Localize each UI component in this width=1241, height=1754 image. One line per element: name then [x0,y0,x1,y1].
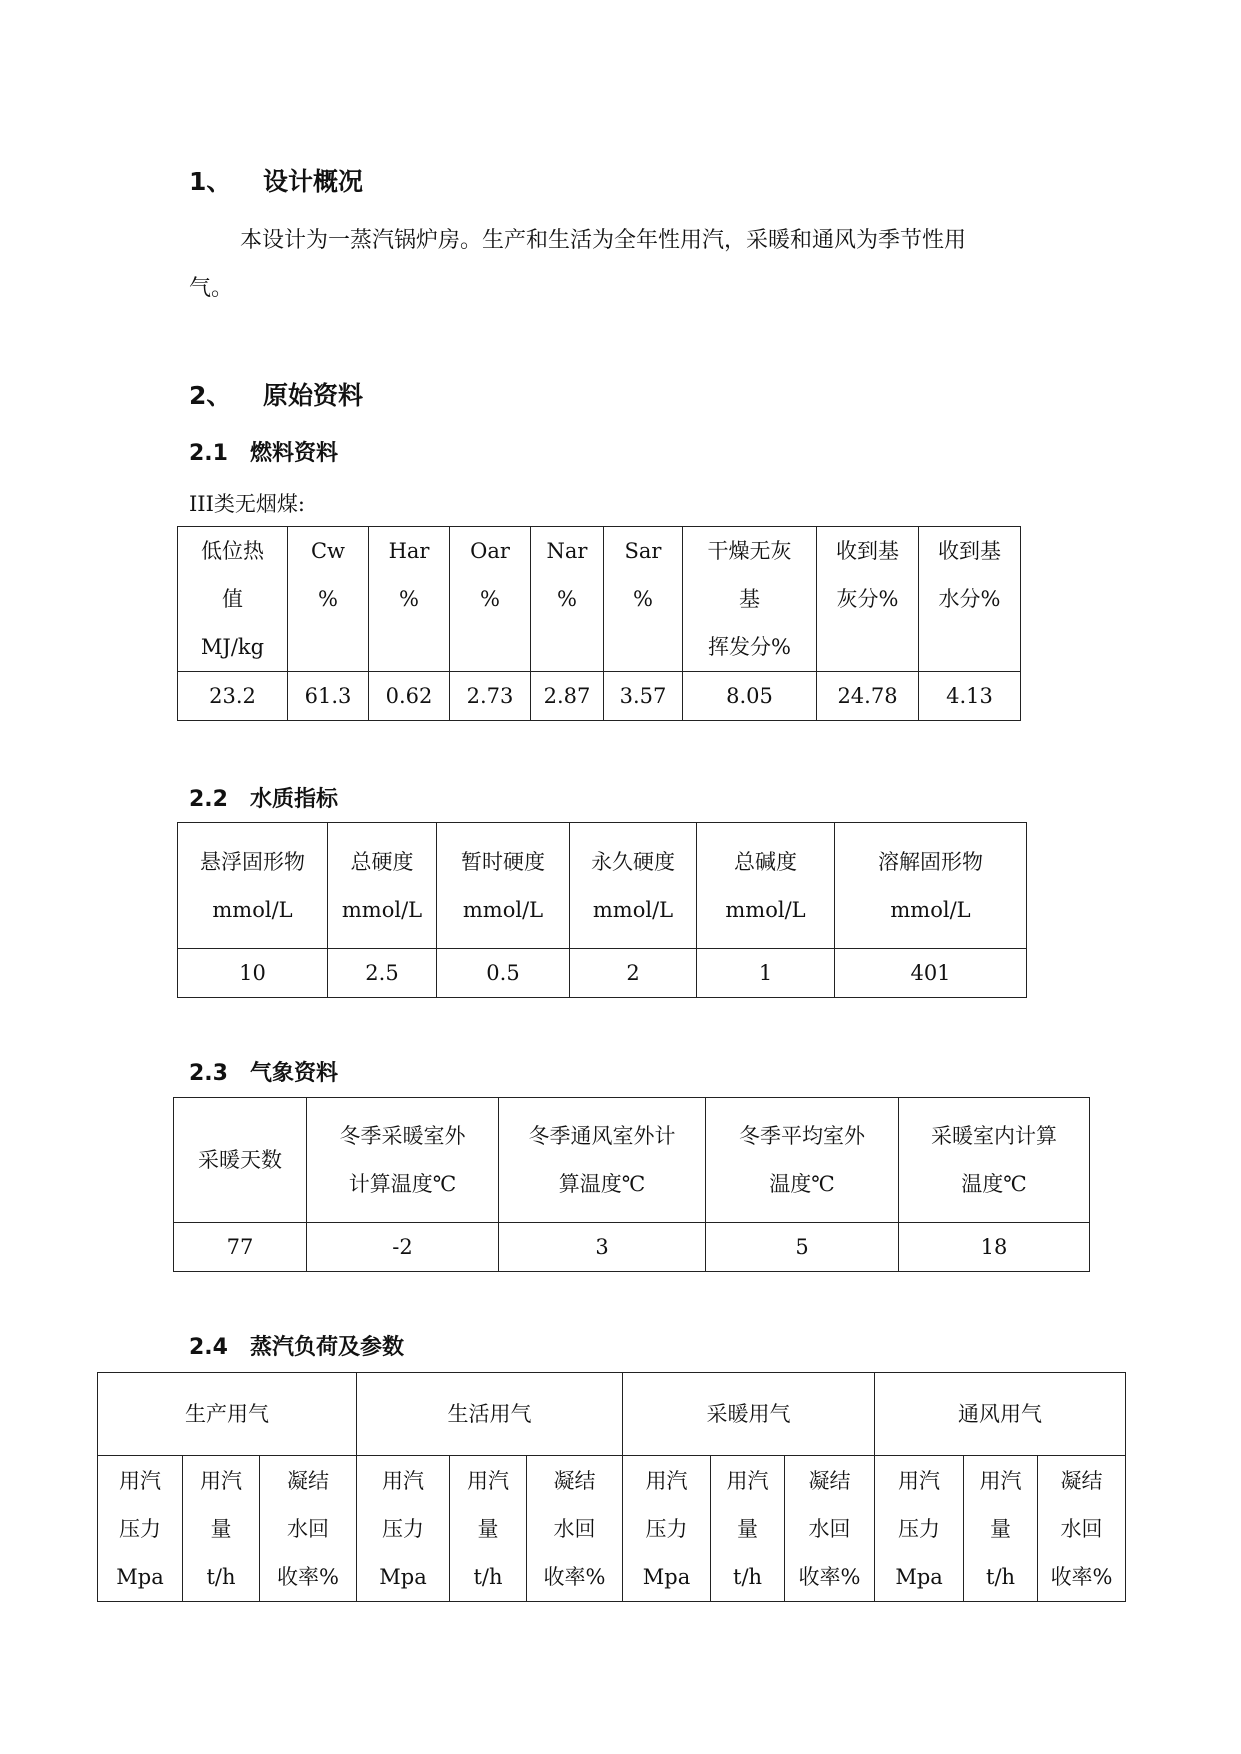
subsection-2-1-heading [189,440,338,468]
water-header-cell: 总碱度 mmol/L [697,823,835,949]
subsection-2-2-heading [189,786,338,814]
fuel-header-cell: 收到基 水分% [919,527,1021,672]
steam-subheader-cell: 用汽 压力 Mpa [98,1456,183,1602]
fuel-header-cell: 收到基 灰分% [817,527,919,672]
water-header-cell: 永久硬度 mmol/L [570,823,697,949]
fuel-header-row [178,527,1021,672]
fuel-value-cell: 2.73 [450,672,531,721]
steam-subheader-cell: 凝结 水回 收率% [527,1456,623,1602]
water-value-cell: 10 [178,949,328,998]
steam-subheader-cell: 用汽 量 t/h [183,1456,260,1602]
steam-load-table [97,1372,1126,1602]
weather-value-cell: 18 [899,1223,1090,1272]
weather-header-cell: 采暖天数 [174,1098,307,1223]
steam-subheader-cell: 用汽 量 t/h [450,1456,527,1602]
weather-data-table [173,1097,1090,1272]
water-header-row [178,823,1027,949]
fuel-header-cell: 低位热 值 MJ/kg [178,527,288,672]
weather-value-row [174,1223,1090,1272]
subsection-2-2-number: 2.2 [189,787,228,812]
section-1-number: 1、 [189,167,232,196]
subsection-2-4-number: 2.4 [189,1335,228,1360]
section-2-heading [189,381,363,411]
weather-value-cell: 3 [499,1223,706,1272]
water-value-cell: 401 [835,949,1027,998]
subsection-2-1-number: 2.1 [189,441,228,466]
water-quality-table [177,822,1027,998]
steam-group-cell: 通风用气 [875,1373,1126,1456]
fuel-data-table [177,526,1021,721]
steam-group-cell: 生产用气 [98,1373,357,1456]
section-1-heading [189,167,363,197]
fuel-value-cell: 0.62 [369,672,450,721]
steam-subheader-cell: 用汽 压力 Mpa [875,1456,964,1602]
subsection-2-3-title: 气象资料 [250,1061,339,1086]
weather-header-cell: 采暖室内计算 温度℃ [899,1098,1090,1223]
weather-value-cell: -2 [307,1223,499,1272]
steam-subheader-cell: 凝结 水回 收率% [1038,1456,1126,1602]
water-header-cell: 暂时硬度 mmol/L [437,823,570,949]
steam-subheader-cell: 凝结 水回 收率% [260,1456,357,1602]
steam-group-cell: 采暖用气 [623,1373,875,1456]
subsection-2-3-number: 2.3 [189,1061,228,1086]
water-value-cell: 2 [570,949,697,998]
fuel-value-row [178,672,1021,721]
fuel-header-cell: Oar % [450,527,531,672]
subsection-2-1-title: 燃料资料 [250,441,339,466]
fuel-value-cell: 2.87 [531,672,604,721]
subsection-2-4-heading [189,1334,404,1362]
section-1-title: 设计概况 [263,167,364,196]
section-1-paragraph-line-2: 气。 [189,276,234,301]
fuel-value-cell: 23.2 [178,672,288,721]
fuel-header-cell: Sar % [604,527,683,672]
water-value-cell: 2.5 [328,949,437,998]
water-header-cell: 总硬度 mmol/L [328,823,437,949]
steam-subheader-row [98,1456,1126,1602]
fuel-header-cell: Cw % [288,527,369,672]
fuel-header-cell: Har % [369,527,450,672]
steam-subheader-cell: 用汽 压力 Mpa [623,1456,711,1602]
subsection-2-2-title: 水质指标 [250,787,339,812]
weather-header-row [174,1098,1090,1223]
weather-header-cell: 冬季通风室外计 算温度℃ [499,1098,706,1223]
section-2-number: 2、 [189,381,232,410]
fuel-value-cell: 8.05 [683,672,817,721]
water-header-cell: 溶解固形物 mmol/L [835,823,1027,949]
subsection-2-4-title: 蒸汽负荷及参数 [250,1335,405,1360]
section-2-title: 原始资料 [263,381,364,410]
steam-subheader-cell: 用汽 压力 Mpa [357,1456,450,1602]
steam-subheader-cell: 凝结 水回 收率% [785,1456,875,1602]
water-value-cell: 1 [697,949,835,998]
fuel-value-cell: 4.13 [919,672,1021,721]
subsection-2-3-heading [189,1060,338,1088]
section-1-paragraph-line-1: 本设计为一蒸汽锅炉房。生产和生活为全年性用汽，采暖和通风为季节性用 [240,228,967,253]
weather-value-cell: 77 [174,1223,307,1272]
fuel-value-cell: 61.3 [288,672,369,721]
steam-group-row [98,1373,1126,1456]
water-value-cell: 0.5 [437,949,570,998]
fuel-value-cell: 24.78 [817,672,919,721]
water-value-row [178,949,1027,998]
weather-value-cell: 5 [706,1223,899,1272]
weather-header-cell: 冬季采暖室外 计算温度℃ [307,1098,499,1223]
weather-header-cell: 冬季平均室外 温度℃ [706,1098,899,1223]
steam-subheader-cell: 用汽 量 t/h [711,1456,785,1602]
coal-type-label: III类无烟煤: [189,492,305,516]
fuel-header-cell: 干燥无灰 基 挥发分% [683,527,817,672]
steam-group-cell: 生活用气 [357,1373,623,1456]
water-header-cell: 悬浮固形物 mmol/L [178,823,328,949]
fuel-header-cell: Nar % [531,527,604,672]
steam-subheader-cell: 用汽 量 t/h [964,1456,1038,1602]
fuel-value-cell: 3.57 [604,672,683,721]
